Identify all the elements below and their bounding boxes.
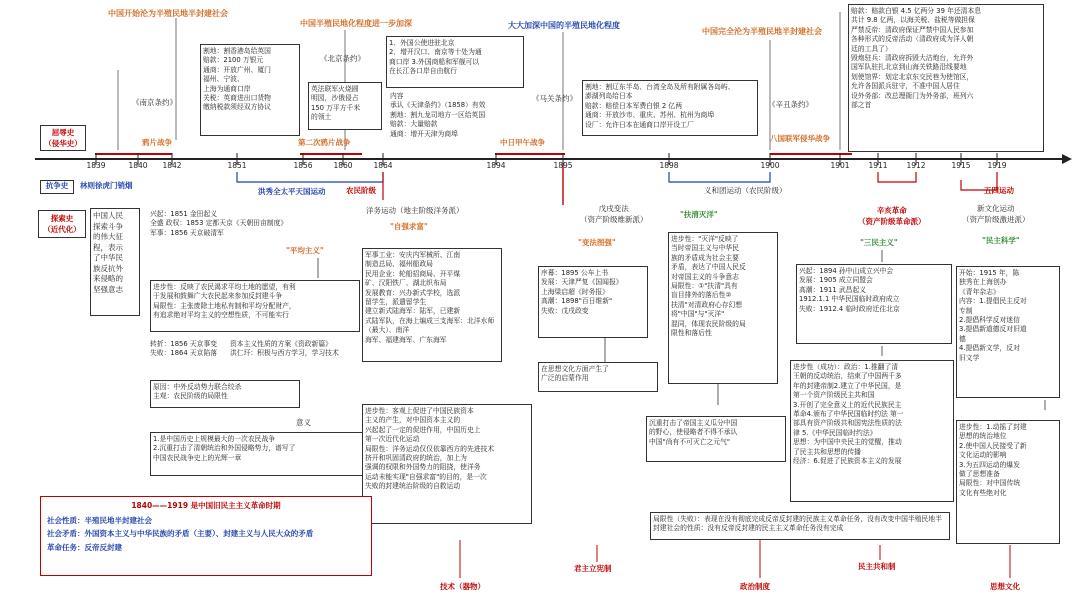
democracy-science-slogan: "民主科学" [982, 236, 1020, 245]
treaty-maguan: 《马关条约》 [532, 94, 577, 103]
eight-nation-war-label: 八国联军侵华战争 [770, 134, 830, 143]
treaty-tianjin-box: 内容 承认《天津条约》（1858）有效 割地：割九龙司地方一区给英国 赔款：大量赔款 通商：增开天津为商埠 [390, 92, 486, 138]
new-culture-evaluation-box: 进步性：1.动摇了封建 思想的统治地位 2.使中国人民接受了新 文化运动的影响 3.为五四运动的爆发 做了思想准备 局限性：对中国传统 文化有些绝对化 [956, 420, 1060, 544]
reform-content-box: 序幕：1895 公车上书 发展：天津严复《国闻报》 上海梁启超《时务报》 高潮：1898"百日维新" 失败：戊戌政变 [538, 266, 648, 338]
summary-task: 革命任务：反帝反封建 [47, 542, 122, 552]
year-1898: 1898 [659, 161, 679, 170]
boxer-slogan: "扶清灭洋" [680, 210, 718, 219]
taiping-significance-label: 意义 [296, 418, 311, 427]
old-summer-palace-box: 英法联军火烧圆 明园，沙俄侵占 150 万平方千米 的领土 [308, 82, 382, 130]
opium-war-2-label: 第二次鸦片战争 [298, 138, 351, 147]
year-1856: 1856 [293, 161, 313, 170]
resistance-history-tag: 抗争史 [40, 180, 74, 194]
category-democratic-republic: 民主共和制 [858, 562, 896, 571]
year-1860: 1860 [333, 161, 353, 170]
year-1894: 1894 [486, 161, 506, 170]
westernization-label: 洋务运动（地主阶级洋务派） [366, 206, 464, 215]
may-fourth-label: 五四运动 [984, 186, 1014, 195]
intro-box: 中国人民 探索斗争 的伟大征 程，表示 了中华民 族反抗外 来侵略的 坚强意志 [90, 208, 140, 316]
summary-contradiction: 社会矛盾：外国资本主义与中华民族的矛盾（主要）、封建主义与人民大众的矛盾 [47, 529, 314, 538]
taiping-turning-box: 转折：1856 天京事变 失败：1864 天京陷落 [150, 340, 218, 358]
heading-greatly-deepen: 大大加深中国的半殖民地化程度 [508, 21, 620, 30]
year-1915: 1915 [951, 161, 971, 170]
taiping-label: 洪秀全太平天国运动 [258, 187, 326, 196]
heading-begin-semicolonial: 中国开始沦为半殖民地半封建社会 [108, 9, 228, 18]
year-1842: 1842 [162, 161, 182, 170]
xinhai-limitation-box: 局限性（失败）：表现在没有彻底完成反帝反封建的民族主义革命任务，没有改变中国半殖民地半封建社会的性质：没有反帝反封建的民主主义革命任务没有完成 [650, 512, 950, 540]
boxer-evaluation-box: 进步性："灭洋"反映了 当时帝国主义与中华民 族的矛盾成为社会主要 矛盾，表达了中国人民反 对帝国主义的斗争意志 局限性：①"扶清"具有 盲目排外的落后性② 扶清"对清政府心存幻想 将"中国"与"灭洋" 混同，体现农民阶级的局 限性和落后性 [668, 232, 778, 384]
new-culture-content-box: 开始：1915 年，陈 独秀在上海创办 《青年杂志》 内容：1.提倡民主反对 专制 2.提倡科学反对迷信 3.提倡新道德反对旧道 德 4.提倡新文学，反对 旧文学 [956, 266, 1060, 398]
westernization-content-box: 军事工业：安庆内军械所、江南 制造总局、福州船政局 民用企业：轮船招商局、开平煤 矿、汉阳铁厂、湖北织布局 发展教育：兴办新式学校，选派 留学生，派遣留学生 建立新式陆海军：陆军，已建新 式陆军队，在海上编成三支海军：北洋水师（最大）、南洋 海军、福建海军、广东海军 [362, 248, 502, 362]
reform-1898-label: 戊戌变法 （资产阶级维新派） [580, 204, 648, 224]
opium-war-1-label: 鸦片战争 [142, 138, 172, 147]
peasant-class-label: 农民阶级 [346, 186, 376, 195]
xinhai-evaluation-box: 进步性（成功）：政治：1.推翻了清 王朝的反动统治，结束了中国两千多 年的封建帝制2.建立了中华民国，是 第一个资产阶级民主共和国 3.开创了完全意义上的近代民族民主 革命4.颁布了中华民国临时约法 第一 部具有资产阶级共和国宪法性质的法 律 5.《中华民国临时约法》 思想：为中国中央民主的觉醒，推动 了民主共和思想的传播 经济：6.促进了民族资本主义的发展 [790, 360, 954, 502]
exploration-history-tag: 探索史 （近代化） [38, 210, 86, 238]
taiping-evaluation-box: 进步性：反映了农民渴求平均土地的愿望，有利 于发展和鼓舞广大农民起来参加反封建斗争 局限性：主张废除土地私有制和平均分配财产， 有追求绝对平均主义的空想性质，不可能实行 [150, 280, 360, 332]
category-constitutional-monarchy: 君主立宪制 [574, 564, 612, 573]
reform-significance-box: 在思想文化方面产生了 广泛的启蒙作用 [538, 362, 658, 392]
year-1912: 1912 [906, 161, 926, 170]
self-strengthening-slogan: "自强求富" [390, 222, 428, 231]
taiping-rise-box: 兴起：1851 金田起义 全盛 政权：1853 定都天京《天朝田亩制度》 军事：1856 天京破清军 [150, 210, 288, 237]
sino-japanese-war-label: 中日甲午战争 [500, 138, 545, 147]
year-1840: 1840 [128, 161, 148, 170]
humiliation-history-tag: 屈辱史 （侵华史） [40, 125, 86, 151]
treaty-beijing: 《北京条约》 [320, 54, 365, 63]
three-principles-slogan: "三民主义" [860, 238, 898, 247]
year-1851: 1851 [227, 161, 247, 170]
lin-zexu-label: 林则徐虎门销烟 [80, 181, 133, 190]
year-1900: 1900 [760, 161, 780, 170]
taiping-failure-reason: 原因：中外反动势力联合绞杀 主观：农民阶级的局限性 [150, 380, 300, 408]
treaty-beijing-box: 1．外国公使进驻北京 2．增开汉口、南京等十处为通 商口岸 3.外国商船和军舰可以 在长江各口岸自由航行 [386, 36, 524, 88]
westernization-evaluation-box: 进步性：客观上促进了中国民族资本 主义的产生，对中国资本主义的 兴起起了一定的促进作用，中国历史上 第一次近代化运动 局限性：洋务运动仅仅依靠西方的先进技术 挤开和巩固清政府的统治，加上为 强调的权限和外国势力的阻挠，使洋务 运动未能实现"自强求富"的目的，是一次 失败的封建统治阶级的自救运动 [362, 404, 532, 524]
treaty-xinchou: 《辛丑条约》 [768, 100, 813, 109]
category-technology: 技术（器物） [440, 582, 485, 591]
xinhai-label: 辛亥革命 （资产阶级革命派） [858, 206, 926, 226]
treaty-nanjing-box: 割地：割香港岛给英国 赔款：2100 万银元 通商：开放广州、厦门 福州、宁波、 上海为通商口岸 关税：英商进出口货物 缴纳税款须经双方协议 [200, 44, 300, 136]
taiping-significance-box: 1.是中国历史上规模最大的一次农民战争 2.沉重打击了清朝统治和外国侵略势力，谱写了 中国农民战争史上的光辉一章 [150, 432, 374, 476]
summary-box [40, 496, 372, 576]
summary-title: 1840——1919 是中国旧民主主义革命时期 [131, 501, 281, 510]
category-thought-culture: 思想文化 [990, 582, 1020, 591]
year-1895: 1895 [553, 161, 573, 170]
year-1919: 1919 [987, 161, 1007, 170]
year-1864: 1864 [373, 161, 393, 170]
treaty-xinchou-box: 赔款：赔款白银 4.5 亿两分 39 年还清本息 共计 9.8 亿两，以海关税、盐税等做担保 严禁反帝：清政府保证严禁中国人民参加 各种形式的反帝活动（清政府成为洋人朝 廷的工具了） 毁炮驻兵：清政府拆毁大沽炮台，允许外 国军队驻扎北京到山海关铁路沿线要地 划使馆界：划定北京东交民巷为使馆区， 允许各国派兵驻守，不准中国人居住 设外务部：改总理衙门为外务部，班列六 部之首 [848, 4, 1044, 152]
category-political-system: 政治制度 [740, 582, 770, 591]
heading-deepen: 中国半殖民地化程度进一步加深 [300, 19, 412, 28]
xinhai-content-box: 兴起：1894 孙中山成立兴中会 发展：1905 成立同盟会 高潮：1911 武昌起义 1912.1.1 中华民国临时政府成立 失败：1912.4 临时政府迁往北京 [796, 264, 952, 344]
boxer-label: 义和团运动（农民阶级） [704, 186, 787, 195]
summary-nature: 社会性质：半殖民地半封建社会 [47, 515, 152, 525]
heading-completely: 中国完全沦为半殖民地半封建社会 [702, 27, 822, 36]
treaty-maguan-box: 割地：割辽东半岛、台湾全岛及所有附属各岛屿、 澎湖列岛给日本 赔款：赔偿日本军费白银 2 亿两 通商：开放沙市、重庆、苏州、杭州为商埠 设厂：允许日本在通商口岸开设工厂 [582, 80, 758, 136]
equality-slogan: "平均主义" [286, 246, 324, 255]
boxer-significance-box: 沉重打击了帝国主义瓜分中国 的野心，使侵略者不得不承认 中国"尚有不可灭亡之元气" [646, 416, 786, 462]
reform-slogan: "变法图强" [578, 238, 616, 247]
year-1839: 1839 [86, 161, 106, 170]
zizheng-xinpian-box: 资本主义性质的方案《资政新篇》 洪仁玕：积极与西方学习，学习技术 [230, 340, 339, 358]
new-culture-label: 新文化运动 （资产阶级激进派） [962, 204, 1030, 224]
year-1901: 1901 [830, 161, 850, 170]
year-1911: 1911 [868, 161, 888, 170]
treaty-nanjing: 《南京条约》 [132, 98, 177, 107]
timeline-arrow [1062, 154, 1072, 164]
